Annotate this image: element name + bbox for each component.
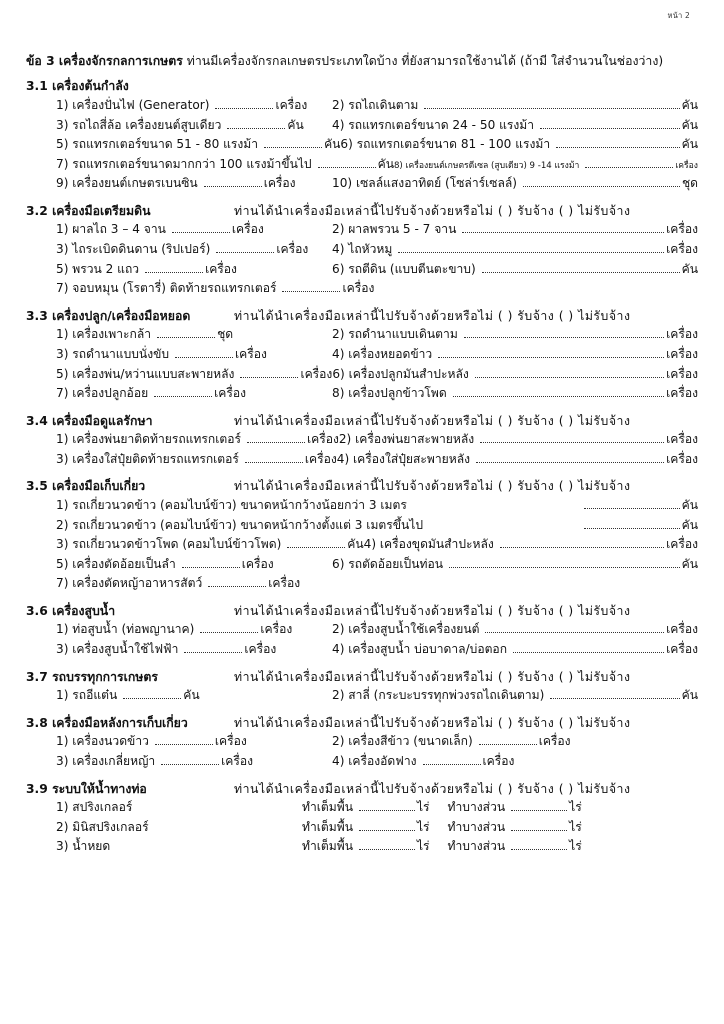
item-row [26, 798, 698, 818]
fill-in-blank[interactable] [216, 252, 274, 253]
section-title: 3.7 รถบรรทุกการเกษตร [26, 669, 158, 684]
item-label: 3) เครื่องสูบน้ำใช้ไฟฟ้า [56, 642, 179, 657]
unit-label: เครื่อง [260, 622, 293, 637]
unit-label: เครื่อง [235, 346, 267, 361]
item-label: 5) เครื่องตัดอ้อยเป็นลำ [56, 556, 176, 571]
item-row [26, 574, 698, 594]
partial-area-label: ทำบางส่วน [447, 839, 506, 854]
item-row [26, 279, 698, 299]
item-label: 2) เครื่องพ่นยาสะพายหลัง [338, 432, 475, 447]
unit-label: เครื่อง [666, 622, 698, 637]
page-number: หน้า 2 [667, 11, 690, 20]
section-rows [26, 96, 698, 194]
answer-cell [56, 220, 332, 240]
answer-cell [332, 116, 698, 136]
unit-label: เครื่อง [221, 753, 254, 768]
item-label: 1) เครื่องปั่นไฟ (Generator) [56, 97, 210, 112]
item-label: 6) เครื่องปลูกมันสำปะหลัง [332, 366, 469, 381]
item-label: 7) เครื่องตัดหญ้าอาหารสัตว์ [56, 576, 203, 591]
partial-area-label: ทำบางส่วน [447, 800, 506, 815]
fill-in-blank[interactable] [480, 442, 664, 443]
answer-cell [332, 174, 698, 194]
section-3-9 [26, 781, 698, 857]
item-label: 2) เครื่องสีข้าว (ขนาดเล็ก) [332, 734, 473, 749]
answer-cell [332, 640, 698, 660]
item-label: 1) ท่อสูบน้ำ (ท่อพญานาค) [56, 622, 195, 637]
unit-label: ไร่ [416, 819, 430, 834]
hire-out-question[interactable]: ท่านได้นำเครื่องมือเหล่านี้ไปรับจ้างด้วยหรือไม่ ( ) รับจ้าง ( ) ไม่รับจ้าง [234, 715, 631, 730]
item-label: 7) เครื่องปลูกอ้อย [56, 386, 149, 401]
fill-in-blank[interactable] [453, 396, 664, 397]
item-row [26, 620, 698, 640]
item-label: 8) เครื่องปลูกข้าวโพด [332, 386, 447, 401]
answer-cell [56, 240, 332, 260]
section-3-8 [26, 715, 698, 772]
answer-cell [56, 345, 332, 365]
unit-label: เครื่อง [666, 366, 698, 381]
answer-cell [56, 325, 332, 345]
section-title: 3.4 เครื่องมือดูแลรักษา [26, 413, 153, 428]
fill-in-blank[interactable] [585, 167, 673, 168]
fill-in-blank[interactable] [475, 377, 664, 378]
fill-in-blank[interactable] [200, 632, 258, 633]
fill-in-blank[interactable] [184, 652, 242, 653]
unit-label: เครื่อง [306, 432, 339, 447]
unit-label: เครื่อง [304, 451, 337, 466]
section-header [26, 781, 698, 798]
section-header [26, 203, 698, 220]
item-row [26, 365, 698, 385]
section-header [26, 478, 698, 495]
item-row [26, 555, 698, 575]
fill-in-blank[interactable] [227, 128, 285, 129]
item-row [26, 752, 698, 772]
full-area-field [302, 818, 430, 838]
section-3-2 [26, 203, 698, 299]
answer-cell [56, 260, 332, 280]
fill-in-blank[interactable] [245, 462, 303, 463]
item-row [26, 240, 698, 260]
answer-cell [56, 640, 332, 660]
item-label: 2) ผาลพรวน 5 - 7 จาน [332, 222, 457, 237]
unit-label: คัน [681, 517, 698, 532]
unit-label: เครื่อง [205, 261, 237, 276]
item-label: 6) รถตีดิน (แบบตีนตะขาบ) [332, 261, 476, 276]
unit-label: ชุด [217, 327, 234, 342]
fill-in-blank[interactable] [584, 508, 680, 509]
unit-label: เครื่อง [482, 753, 515, 768]
item-label: 1) รถเกี่ยวนวดข้าว (คอมไบน์ข้าว) ขนาดหน้ากว้างน้อยกว่า 3 เมตร [56, 498, 407, 512]
section-header [26, 308, 698, 325]
answer-cell [332, 732, 698, 752]
fill-in-blank[interactable] [540, 128, 680, 129]
unit-label: เครื่อง [214, 734, 247, 749]
fill-in-blank[interactable] [264, 147, 322, 148]
item-row [26, 260, 698, 280]
answer-cell [56, 96, 332, 116]
answer-cell [56, 279, 374, 299]
unit-label: เครื่อง [666, 451, 698, 466]
unit-label: คัน [681, 498, 698, 512]
partial-area-field [448, 798, 582, 818]
fill-in-blank[interactable] [479, 744, 537, 745]
section-3-6 [26, 603, 698, 660]
answer-cell [56, 450, 337, 470]
section-header [26, 603, 698, 620]
item-label: 2) รถดำนาแบบเดินตาม [332, 327, 458, 342]
fill-in-blank[interactable] [282, 291, 340, 292]
item-row [26, 686, 698, 706]
item-label: 10) เซลล์แสงอาทิตย์ (โซล่าร์เซลล์) [332, 176, 518, 191]
fill-in-blank[interactable] [172, 232, 230, 233]
answer-cell [332, 345, 698, 365]
item-label: 7) จอบหมุน (โรตารี่) ติดท้ายรถแทรกเตอร์ [56, 281, 277, 296]
item-label: 1) รถอีแต๋น [56, 688, 118, 703]
section-title: 3.3 เครื่องปลูก/เครื่องมือหยอด [26, 308, 191, 323]
hire-out-question[interactable]: ท่านได้นำเครื่องมือเหล่านี้ไปรับจ้างด้วยหรือไม่ ( ) รับจ้าง ( ) ไม่รับจ้าง [234, 479, 631, 494]
section-rows [26, 496, 698, 594]
fill-in-blank[interactable] [462, 232, 664, 233]
item-row [26, 155, 698, 175]
answer-cell [56, 174, 332, 194]
section-3-3 [26, 308, 698, 404]
item-label: 4) เครื่องอัดฟาง [332, 753, 417, 768]
item-label: 4) รถแทรกเตอร์ขนาด 24 - 50 แรงม้า [332, 117, 535, 132]
hire-out-question[interactable]: ท่านได้นำเครื่องมือเหล่านี้ไปรับจ้างด้วยหรือไม่ ( ) รับจ้าง ( ) ไม่รับจ้าง [234, 203, 631, 218]
section-rows [26, 798, 698, 857]
unit-label: เครื่อง [666, 242, 698, 257]
hire-out-question[interactable]: ท่านได้นำเครื่องมือเหล่านี้ไปรับจ้างด้วยหรือไม่ ( ) รับจ้าง ( ) ไม่รับจ้าง [234, 413, 631, 428]
fill-in-blank[interactable] [511, 830, 567, 831]
hire-out-question[interactable]: ท่านได้นำเครื่องมือเหล่านี้ไปรับจ้างด้วยหรือไม่ ( ) รับจ้าง ( ) ไม่รับจ้าง [234, 603, 631, 618]
unit-label: คัน [324, 137, 341, 152]
section-header [26, 78, 698, 95]
section-title: 3.2 เครื่องมือเตรียมดิน [26, 203, 151, 218]
answer-cell [56, 732, 332, 752]
section-3-5 [26, 478, 698, 593]
item-label: 1) เครื่องเพาะกล้า [56, 327, 152, 342]
unit-label: คัน [681, 261, 698, 276]
answer-cell [332, 325, 698, 345]
answer-cell [56, 535, 364, 555]
full-area-field [302, 798, 430, 818]
answer-cell [56, 516, 423, 536]
unit-label: คัน [287, 117, 304, 132]
fill-in-blank[interactable] [247, 442, 305, 443]
item-row [26, 96, 698, 116]
unit-label: ไร่ [416, 839, 430, 854]
unit-label: เครื่อง [263, 176, 296, 191]
section-rows [26, 430, 698, 469]
hire-out-question[interactable]: ท่านได้นำเครื่องมือเหล่านี้ไปรับจ้างด้วยหรือไม่ ( ) รับจ้าง ( ) ไม่รับจ้าง [234, 669, 631, 684]
item-label: 4) เครื่องขุดมันสำปะหลัง [363, 537, 494, 552]
item-row [26, 837, 698, 857]
fill-in-blank[interactable] [145, 272, 203, 273]
item-row [26, 496, 698, 516]
item-row [26, 450, 698, 470]
fill-in-blank[interactable] [215, 108, 273, 109]
fill-in-blank[interactable] [523, 186, 680, 187]
item-label: 2) รถไถเดินตาม [332, 97, 419, 112]
answer-cell [332, 365, 698, 385]
section-header [26, 715, 698, 732]
unit-label: คัน [377, 156, 394, 171]
unit-label: ไร่ [416, 800, 430, 815]
fill-in-blank[interactable] [182, 567, 240, 568]
unit-label: เครื่อง [214, 386, 247, 401]
answer-cell [56, 365, 332, 385]
answer-cell [337, 450, 698, 470]
hire-out-question[interactable]: ท่านได้นำเครื่องมือเหล่านี้ไปรับจ้างด้วยหรือไม่ ( ) รับจ้าง ( ) ไม่รับจ้าง [234, 781, 631, 796]
answer-cell [56, 116, 332, 136]
item-row [26, 732, 698, 752]
item-row [26, 516, 698, 536]
fill-in-blank[interactable] [556, 147, 679, 148]
unit-label: เครื่อง [675, 160, 698, 171]
answer-cell [332, 260, 698, 280]
document-title-lead: ข้อ 3 เครื่องจักรกลการเกษตร [26, 54, 183, 68]
item-label: 1) เครื่องพ่นยาติดท้ายรถแทรกเตอร์ [56, 432, 241, 447]
document-title [26, 54, 698, 69]
item-row [26, 345, 698, 365]
fill-in-blank[interactable] [208, 586, 266, 587]
item-label: 9) เครื่องยนต์เกษตรเบนซิน [56, 176, 198, 191]
item-label: 3) น้ำหยด [56, 839, 111, 854]
section-title: 3.6 เครื่องสูบน้ำ [26, 603, 116, 618]
section-rows [26, 620, 698, 659]
partial-area-field [448, 818, 582, 838]
unit-label: ไร่ [569, 800, 582, 815]
unit-label: เครื่อง [666, 537, 698, 552]
item-label: 3) เครื่องเกลี่ยหญ้า [56, 753, 156, 768]
fill-in-blank[interactable] [161, 764, 219, 765]
fill-in-blank[interactable] [359, 810, 415, 811]
answer-cell [332, 240, 698, 260]
fill-in-blank[interactable] [511, 810, 567, 811]
fill-in-blank[interactable] [424, 108, 679, 109]
fill-in-blank[interactable] [511, 849, 567, 850]
section-rows [26, 325, 698, 403]
item-label: 3) รถดำนาแบบนั่งขับ [56, 346, 170, 361]
section-title: 3.8 เครื่องมือหลังการเก็บเกี่ยว [26, 715, 188, 730]
full-area-label: ทำเต็มพื้น [302, 839, 353, 854]
item-label: 1) เครื่องนวดข้าว [56, 734, 149, 749]
item-label: 5) รถแทรกเตอร์ขนาด 51 - 80 แรงม้า [56, 137, 259, 152]
item-row [26, 325, 698, 345]
answer-cell [56, 686, 332, 706]
answer-cell [332, 752, 698, 772]
unit-label: เครื่อง [666, 222, 698, 237]
fill-in-blank[interactable] [240, 377, 298, 378]
answer-cell [332, 220, 698, 240]
item-label: 1) ผาลไถ 3 – 4 จาน [56, 222, 166, 237]
item-row [26, 535, 698, 555]
answer-cell [332, 555, 698, 575]
answer-cell [56, 555, 332, 575]
item-row [26, 174, 698, 194]
item-row [26, 116, 698, 136]
item-label: 4) เครื่องใส่ปุ๋ยสะพายหลัง [336, 451, 471, 466]
fill-in-blank[interactable] [359, 830, 415, 831]
item-row [26, 430, 698, 450]
unit-label: เครื่อง [241, 556, 274, 571]
answer-cell [332, 686, 698, 706]
item-label: 2) เครื่องสูบน้ำใช้เครื่องยนต์ [332, 622, 480, 637]
item-label: 1) สปริงเกลอร์ [56, 800, 133, 815]
partial-area-label: ทำบางส่วน [447, 819, 506, 834]
item-label: 4) เครื่องสูบน้ำ บ่อบาดาล/บ่อตอก [332, 642, 508, 657]
item-row [26, 384, 698, 404]
section-rows [26, 686, 698, 706]
unit-label: ไร่ [569, 819, 582, 834]
unit-label: เครื่อง [244, 642, 277, 657]
fill-in-blank[interactable] [123, 698, 181, 699]
unit-label: คัน [681, 117, 698, 132]
answer-cell [394, 160, 698, 174]
fill-in-blank[interactable] [476, 462, 664, 463]
unit-label: เครื่อง [342, 281, 375, 296]
item-label: 3) รถไถสี่ล้อ เครื่องยนต์สูบเดียว [56, 117, 222, 132]
item-label: 2) สาลี่ (กระบะบรรทุกพ่วงรถไถเดินตาม) [332, 688, 545, 703]
item-label: 4) ไถหัวหมู [332, 242, 393, 257]
section-header [26, 669, 698, 686]
unit-label: ชุด [681, 176, 698, 191]
unit-label: คัน [681, 97, 698, 112]
unit-label: ไร่ [569, 839, 582, 854]
full-area-label: ทำเต็มพื้น [302, 800, 353, 815]
unit-label: เครื่อง [666, 327, 698, 342]
unit-label: เครื่อง [268, 576, 301, 591]
answer-cell [56, 384, 332, 404]
answer-cell [56, 135, 340, 155]
fill-in-blank[interactable] [513, 652, 664, 653]
answer-cell [56, 155, 394, 175]
answer-cell [332, 620, 698, 640]
fill-in-blank[interactable] [423, 764, 481, 765]
unit-label: เครื่อง [538, 734, 571, 749]
unit-label: เครื่อง [300, 366, 333, 381]
section-3-4 [26, 413, 698, 470]
answer-cell [339, 430, 698, 450]
section-rows [26, 220, 698, 298]
item-label: 6) รถแทรกเตอร์ขนาด 81 - 100 แรงม้า [340, 137, 551, 152]
unit-label: คัน [681, 556, 698, 571]
unit-label: เครื่อง [276, 242, 309, 257]
section-3-7 [26, 669, 698, 706]
unit-label: คัน [681, 137, 698, 152]
full-area-label: ทำเต็มพื้น [302, 819, 353, 834]
fill-in-blank[interactable] [482, 272, 680, 273]
fill-in-blank[interactable] [155, 744, 213, 745]
fill-in-blank[interactable] [157, 337, 215, 338]
unit-label: เครื่อง [666, 346, 698, 361]
fill-in-blank[interactable] [175, 357, 233, 358]
full-area-field [302, 837, 430, 857]
fill-in-blank[interactable] [359, 849, 415, 850]
unit-label: เครื่อง [666, 432, 698, 447]
fill-in-blank[interactable] [398, 252, 664, 253]
item-row [26, 640, 698, 660]
answer-cell [364, 535, 698, 555]
section-3-1 [26, 78, 698, 193]
item-row [26, 135, 698, 155]
item-label: 5) เครื่องพ่น/หว่านแบบสะพายหลัง [56, 366, 235, 381]
unit-label: คัน [347, 537, 364, 552]
answer-cell [56, 574, 332, 594]
unit-label: เครื่อง [666, 642, 698, 657]
unit-label: เครื่อง [231, 222, 264, 237]
sections-container [26, 78, 698, 857]
section-title: 3.5 เครื่องมือเก็บเกี่ยว [26, 479, 146, 494]
section-title: 3.1 เครื่องต้นกำลัง [26, 79, 129, 94]
partial-area-field [448, 837, 582, 857]
unit-label: คัน [681, 688, 698, 703]
document-title-rest: ท่านมีเครื่องจักรกลเกษตรประเภทใดบ้าง ที่ยังสามารถใช้งานได้ (ถ้ามี ใส่จำนวนในช่องว่าง) [182, 54, 664, 68]
unit-label: เครื่อง [666, 386, 698, 401]
item-label: 2) มินิสปริงเกลอร์ [56, 819, 149, 834]
fill-in-blank[interactable] [464, 337, 664, 338]
item-label: 2) รถเกี่ยวนวดข้าว (คอมไบน์ข้าว) ขนาดหน้ากว้างตั้งแต่ 3 เมตรขึ้นไป [56, 517, 424, 532]
fill-in-blank[interactable] [550, 698, 679, 699]
fill-in-blank[interactable] [485, 632, 664, 633]
fill-in-blank[interactable] [318, 167, 376, 168]
fill-in-blank[interactable] [438, 357, 664, 358]
fill-in-blank[interactable] [154, 396, 212, 397]
answer-cell [56, 752, 332, 772]
item-row [26, 818, 698, 838]
fill-in-blank[interactable] [449, 567, 680, 568]
fill-in-blank[interactable] [500, 547, 664, 548]
item-label: 3) เครื่องใส่ปุ๋ยติดท้ายรถแทรกเตอร์ [56, 451, 239, 466]
fill-in-blank[interactable] [204, 186, 262, 187]
section-header [26, 413, 698, 430]
item-label: 6) รถตัดอ้อยเป็นท่อน [332, 556, 443, 571]
item-label: 8) เครื่องยนต์เกษตรดีเซล (สูบเดียว) 9 -14 แรงม้า [393, 160, 580, 171]
answer-cell [56, 430, 339, 450]
item-label: 5) พรวน 2 แถว [56, 261, 140, 276]
fill-in-blank[interactable] [287, 547, 345, 548]
section-title: 3.9 ระบบให้น้ำทางท่อ [26, 781, 147, 796]
answer-cell [332, 384, 698, 404]
item-label: 3) รถเกี่ยวนวดข้าวโพด (คอมไบน์ข้าวโพด) [56, 537, 282, 552]
answer-cell [56, 620, 332, 640]
item-label: 4) เครื่องหยอดข้าว [332, 346, 433, 361]
item-label: 3) ไถระเบิดดินดาน (ริปเปอร์) [56, 242, 211, 257]
section-rows [26, 732, 698, 771]
answer-cell [340, 135, 698, 155]
answer-cell [332, 96, 698, 116]
unit-label: เครื่อง [275, 97, 308, 112]
answer-cell [56, 496, 407, 516]
item-label: 7) รถแทรกเตอร์ขนาดมากกว่า 100 แรงม้าขึ้นไป [56, 156, 312, 171]
item-row [26, 220, 698, 240]
fill-in-blank[interactable] [584, 528, 680, 529]
unit-label: คัน [183, 688, 200, 703]
hire-out-question[interactable]: ท่านได้นำเครื่องมือเหล่านี้ไปรับจ้างด้วยหรือไม่ ( ) รับจ้าง ( ) ไม่รับจ้าง [234, 308, 631, 323]
